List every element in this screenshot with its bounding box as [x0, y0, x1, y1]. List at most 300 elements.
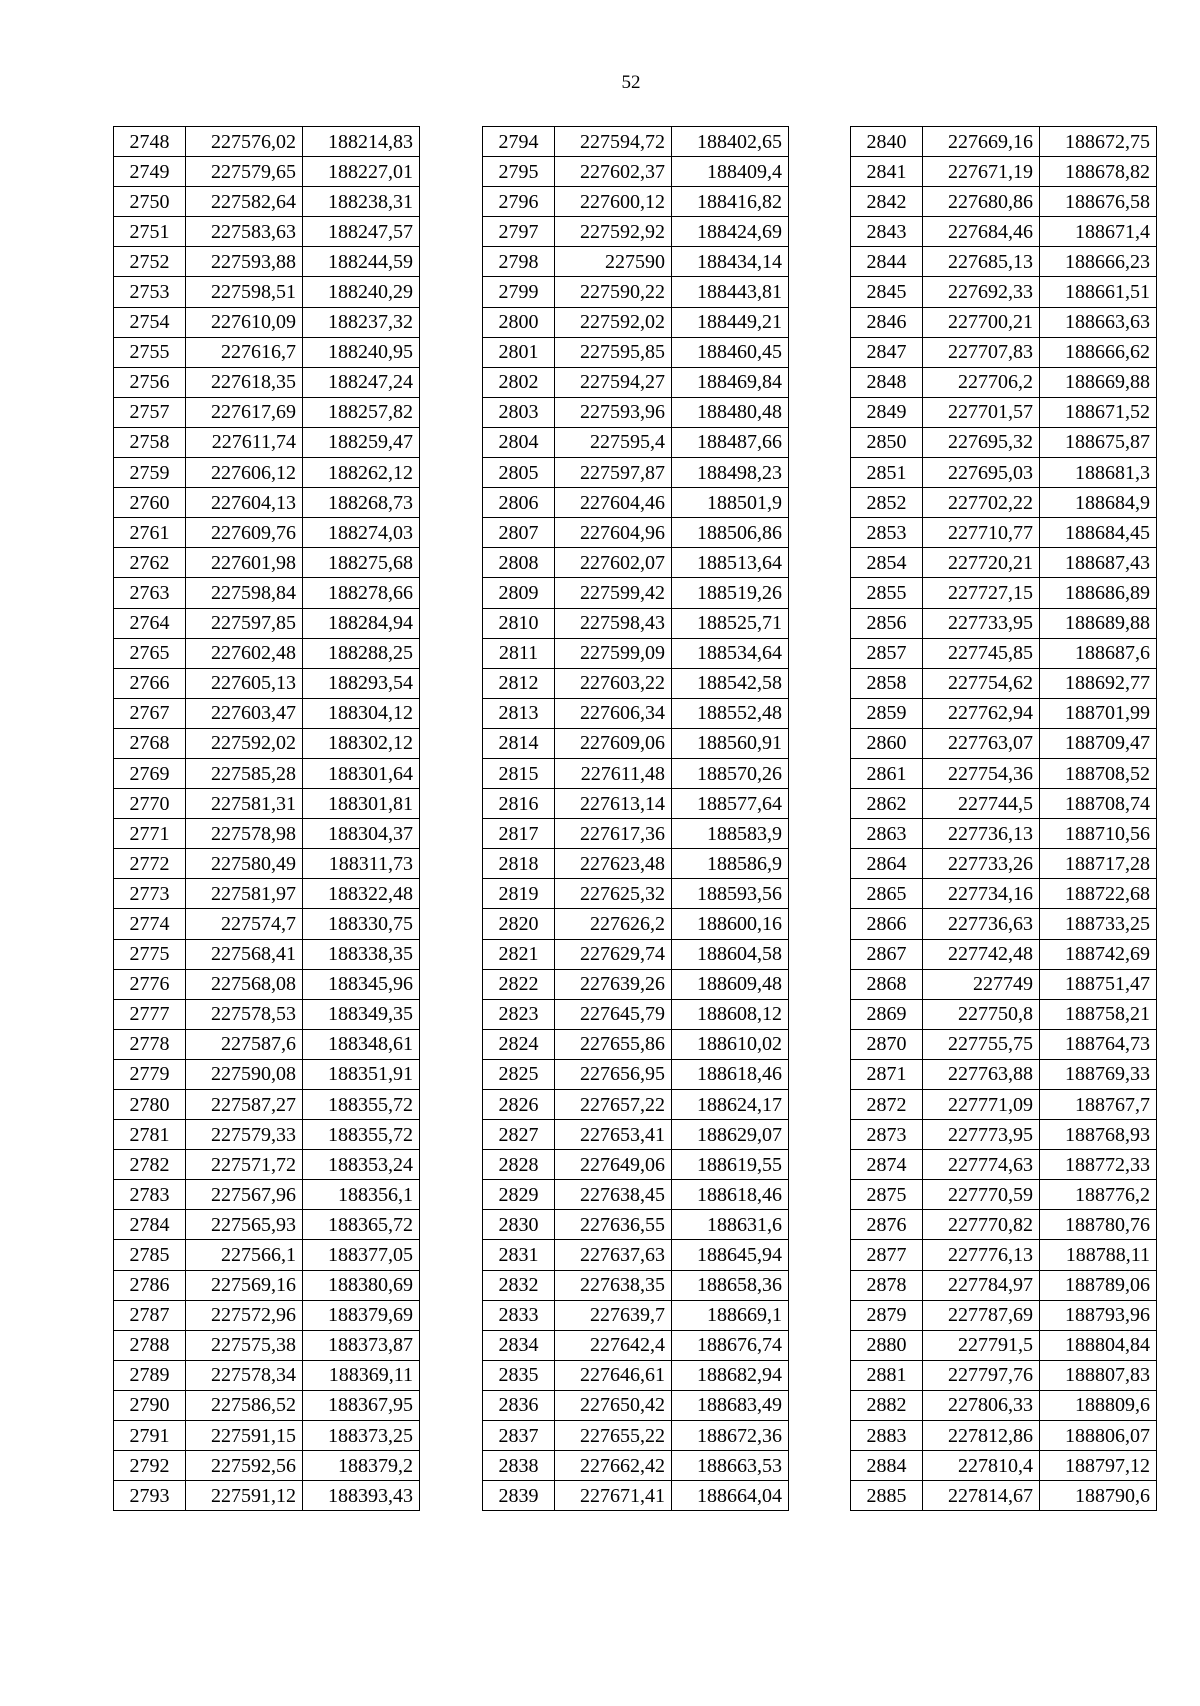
point-number: 2757	[114, 397, 186, 427]
y-coordinate: 188355,72	[303, 1120, 420, 1150]
y-coordinate: 188506,86	[672, 518, 789, 548]
table-row	[483, 1210, 789, 1240]
table-row	[114, 337, 420, 367]
table-row	[114, 1090, 420, 1120]
x-coordinate: 227744,5	[923, 789, 1040, 819]
point-number: 2773	[114, 879, 186, 909]
y-coordinate: 188684,9	[1040, 488, 1157, 518]
y-coordinate: 188686,89	[1040, 578, 1157, 608]
y-coordinate: 188664,04	[672, 1481, 789, 1511]
table-row	[851, 578, 1157, 608]
point-number: 2779	[114, 1059, 186, 1089]
y-coordinate: 188751,47	[1040, 969, 1157, 999]
x-coordinate: 227578,98	[186, 819, 303, 849]
x-coordinate: 227616,7	[186, 337, 303, 367]
y-coordinate: 188663,53	[672, 1451, 789, 1481]
y-coordinate: 188809,6	[1040, 1390, 1157, 1420]
x-coordinate: 227639,26	[555, 969, 672, 999]
y-coordinate: 188666,23	[1040, 247, 1157, 277]
x-coordinate: 227650,42	[555, 1390, 672, 1420]
page-number: 52	[621, 72, 641, 93]
table-row	[851, 819, 1157, 849]
y-coordinate: 188301,81	[303, 789, 420, 819]
y-coordinate: 188278,66	[303, 578, 420, 608]
x-coordinate: 227754,36	[923, 758, 1040, 788]
y-coordinate: 188257,82	[303, 397, 420, 427]
y-coordinate: 188525,71	[672, 608, 789, 638]
x-coordinate: 227702,22	[923, 488, 1040, 518]
point-number: 2770	[114, 789, 186, 819]
point-number: 2843	[851, 217, 923, 247]
table-row	[114, 1029, 420, 1059]
table-row	[114, 849, 420, 879]
table-row	[851, 849, 1157, 879]
y-coordinate: 188449,21	[672, 307, 789, 337]
x-coordinate: 227571,72	[186, 1150, 303, 1180]
point-number: 2788	[114, 1330, 186, 1360]
y-coordinate: 188338,35	[303, 939, 420, 969]
y-coordinate: 188593,56	[672, 879, 789, 909]
y-coordinate: 188672,36	[672, 1421, 789, 1451]
table-row	[114, 488, 420, 518]
x-coordinate: 227568,41	[186, 939, 303, 969]
y-coordinate: 188684,45	[1040, 518, 1157, 548]
table-row	[851, 157, 1157, 187]
y-coordinate: 188797,12	[1040, 1451, 1157, 1481]
point-number: 2748	[114, 127, 186, 157]
x-coordinate: 227749	[923, 969, 1040, 999]
y-coordinate: 188769,33	[1040, 1059, 1157, 1089]
point-number: 2821	[483, 939, 555, 969]
x-coordinate: 227636,55	[555, 1210, 672, 1240]
point-number: 2791	[114, 1421, 186, 1451]
y-coordinate: 188733,25	[1040, 909, 1157, 939]
y-coordinate: 188348,61	[303, 1029, 420, 1059]
x-coordinate: 227649,06	[555, 1150, 672, 1180]
point-number: 2753	[114, 277, 186, 307]
point-number: 2884	[851, 1451, 923, 1481]
point-number: 2831	[483, 1240, 555, 1270]
x-coordinate: 227583,63	[186, 217, 303, 247]
table-row	[851, 217, 1157, 247]
table-row	[483, 578, 789, 608]
x-coordinate: 227594,72	[555, 127, 672, 157]
x-coordinate: 227579,33	[186, 1120, 303, 1150]
point-number: 2784	[114, 1210, 186, 1240]
point-number: 2855	[851, 578, 923, 608]
point-number: 2825	[483, 1059, 555, 1089]
point-number: 2783	[114, 1180, 186, 1210]
x-coordinate: 227590	[555, 247, 672, 277]
x-coordinate: 227599,42	[555, 578, 672, 608]
x-coordinate: 227587,6	[186, 1029, 303, 1059]
coordinates-table-1	[113, 126, 420, 1511]
x-coordinate: 227604,13	[186, 488, 303, 518]
table-row	[851, 1180, 1157, 1210]
y-coordinate: 188238,31	[303, 187, 420, 217]
table-row	[114, 1120, 420, 1150]
x-coordinate: 227593,96	[555, 397, 672, 427]
table-row	[483, 698, 789, 728]
x-coordinate: 227736,13	[923, 819, 1040, 849]
x-coordinate: 227594,27	[555, 367, 672, 397]
y-coordinate: 188767,7	[1040, 1090, 1157, 1120]
table-row	[114, 217, 420, 247]
x-coordinate: 227770,82	[923, 1210, 1040, 1240]
y-coordinate: 188676,74	[672, 1330, 789, 1360]
x-coordinate: 227685,13	[923, 247, 1040, 277]
point-number: 2827	[483, 1120, 555, 1150]
point-number: 2766	[114, 668, 186, 698]
y-coordinate: 188610,02	[672, 1029, 789, 1059]
point-number: 2808	[483, 548, 555, 578]
table-row	[114, 728, 420, 758]
point-number: 2761	[114, 518, 186, 548]
x-coordinate: 227638,35	[555, 1270, 672, 1300]
x-coordinate: 227617,36	[555, 819, 672, 849]
point-number: 2762	[114, 548, 186, 578]
y-coordinate: 188365,72	[303, 1210, 420, 1240]
x-coordinate: 227592,02	[555, 307, 672, 337]
point-number: 2763	[114, 578, 186, 608]
point-number: 2751	[114, 217, 186, 247]
y-coordinate: 188237,32	[303, 307, 420, 337]
point-number: 2873	[851, 1120, 923, 1150]
y-coordinate: 188586,9	[672, 849, 789, 879]
x-coordinate: 227653,41	[555, 1120, 672, 1150]
x-coordinate: 227606,34	[555, 698, 672, 728]
table-row	[483, 819, 789, 849]
y-coordinate: 188570,26	[672, 758, 789, 788]
x-coordinate: 227565,93	[186, 1210, 303, 1240]
x-coordinate: 227736,63	[923, 909, 1040, 939]
table-row	[114, 1240, 420, 1270]
y-coordinate: 188722,68	[1040, 879, 1157, 909]
table-row	[114, 397, 420, 427]
x-coordinate: 227810,4	[923, 1451, 1040, 1481]
y-coordinate: 188710,56	[1040, 819, 1157, 849]
table-row	[851, 1330, 1157, 1360]
point-number: 2876	[851, 1210, 923, 1240]
table-row	[114, 1390, 420, 1420]
point-number: 2840	[851, 127, 923, 157]
table-row	[483, 1270, 789, 1300]
y-coordinate: 188519,26	[672, 578, 789, 608]
point-number: 2871	[851, 1059, 923, 1089]
point-number: 2868	[851, 969, 923, 999]
x-coordinate: 227646,61	[555, 1360, 672, 1390]
y-coordinate: 188689,88	[1040, 608, 1157, 638]
table-row	[483, 367, 789, 397]
x-coordinate: 227602,37	[555, 157, 672, 187]
x-coordinate: 227602,48	[186, 638, 303, 668]
y-coordinate: 188692,77	[1040, 668, 1157, 698]
table-row	[483, 127, 789, 157]
x-coordinate: 227710,77	[923, 518, 1040, 548]
y-coordinate: 188669,1	[672, 1300, 789, 1330]
table-row	[851, 548, 1157, 578]
x-coordinate: 227609,06	[555, 728, 672, 758]
y-coordinate: 188302,12	[303, 728, 420, 758]
y-coordinate: 188560,91	[672, 728, 789, 758]
point-number: 2814	[483, 728, 555, 758]
point-number: 2828	[483, 1150, 555, 1180]
table-row	[483, 1481, 789, 1511]
x-coordinate: 227606,12	[186, 458, 303, 488]
table-row	[114, 1270, 420, 1300]
x-coordinate: 227773,95	[923, 1120, 1040, 1150]
y-coordinate: 188793,96	[1040, 1300, 1157, 1330]
point-number: 2790	[114, 1390, 186, 1420]
point-number: 2797	[483, 217, 555, 247]
point-number: 2833	[483, 1300, 555, 1330]
point-number: 2798	[483, 247, 555, 277]
y-coordinate: 188409,4	[672, 157, 789, 187]
x-coordinate: 227791,5	[923, 1330, 1040, 1360]
table-row	[851, 518, 1157, 548]
table-row	[483, 187, 789, 217]
point-number: 2760	[114, 488, 186, 518]
x-coordinate: 227720,21	[923, 548, 1040, 578]
table-row	[114, 939, 420, 969]
table-row	[851, 1090, 1157, 1120]
x-coordinate: 227580,49	[186, 849, 303, 879]
point-number: 2769	[114, 758, 186, 788]
y-coordinate: 188351,91	[303, 1059, 420, 1089]
x-coordinate: 227755,75	[923, 1029, 1040, 1059]
point-number: 2810	[483, 608, 555, 638]
x-coordinate: 227623,48	[555, 849, 672, 879]
x-coordinate: 227590,08	[186, 1059, 303, 1089]
y-coordinate: 188247,24	[303, 367, 420, 397]
x-coordinate: 227618,35	[186, 367, 303, 397]
x-coordinate: 227595,4	[555, 427, 672, 457]
x-coordinate: 227603,22	[555, 668, 672, 698]
point-number: 2799	[483, 277, 555, 307]
table-row	[114, 698, 420, 728]
x-coordinate: 227656,95	[555, 1059, 672, 1089]
table-row	[483, 608, 789, 638]
table-row	[114, 367, 420, 397]
x-coordinate: 227599,09	[555, 638, 672, 668]
y-coordinate: 188393,43	[303, 1481, 420, 1511]
table-row	[851, 909, 1157, 939]
y-coordinate: 188758,21	[1040, 999, 1157, 1029]
x-coordinate: 227585,28	[186, 758, 303, 788]
point-number: 2809	[483, 578, 555, 608]
table-row	[851, 1300, 1157, 1330]
y-coordinate: 188600,16	[672, 909, 789, 939]
y-coordinate: 188671,52	[1040, 397, 1157, 427]
table-row	[483, 969, 789, 999]
table-row	[114, 668, 420, 698]
table-row	[483, 668, 789, 698]
table-row	[114, 1150, 420, 1180]
y-coordinate: 188609,48	[672, 969, 789, 999]
table-row	[483, 427, 789, 457]
point-number: 2851	[851, 458, 923, 488]
point-number: 2862	[851, 789, 923, 819]
x-coordinate: 227642,4	[555, 1330, 672, 1360]
point-number: 2844	[851, 247, 923, 277]
x-coordinate: 227587,27	[186, 1090, 303, 1120]
table-row	[851, 638, 1157, 668]
table-row	[851, 1481, 1157, 1511]
point-number: 2854	[851, 548, 923, 578]
point-number: 2816	[483, 789, 555, 819]
table-row	[483, 909, 789, 939]
y-coordinate: 188663,63	[1040, 307, 1157, 337]
point-number: 2875	[851, 1180, 923, 1210]
x-coordinate: 227680,86	[923, 187, 1040, 217]
point-number: 2802	[483, 367, 555, 397]
table-row	[851, 758, 1157, 788]
y-coordinate: 188687,43	[1040, 548, 1157, 578]
point-number: 2776	[114, 969, 186, 999]
point-number: 2857	[851, 638, 923, 668]
y-coordinate: 188284,94	[303, 608, 420, 638]
point-number: 2839	[483, 1481, 555, 1511]
table-row	[851, 939, 1157, 969]
table-row	[851, 488, 1157, 518]
x-coordinate: 227598,84	[186, 578, 303, 608]
table-row	[851, 247, 1157, 277]
y-coordinate: 188666,62	[1040, 337, 1157, 367]
x-coordinate: 227629,74	[555, 939, 672, 969]
x-coordinate: 227695,32	[923, 427, 1040, 457]
x-coordinate: 227706,2	[923, 367, 1040, 397]
x-coordinate: 227662,42	[555, 1451, 672, 1481]
x-coordinate: 227592,92	[555, 217, 672, 247]
x-coordinate: 227669,16	[923, 127, 1040, 157]
point-number: 2813	[483, 698, 555, 728]
point-number: 2786	[114, 1270, 186, 1300]
point-number: 2835	[483, 1360, 555, 1390]
y-coordinate: 188373,87	[303, 1330, 420, 1360]
point-number: 2811	[483, 638, 555, 668]
point-number: 2772	[114, 849, 186, 879]
y-coordinate: 188424,69	[672, 217, 789, 247]
y-coordinate: 188275,68	[303, 548, 420, 578]
point-number: 2842	[851, 187, 923, 217]
x-coordinate: 227611,48	[555, 758, 672, 788]
x-coordinate: 227776,13	[923, 1240, 1040, 1270]
table-row	[851, 999, 1157, 1029]
point-number: 2878	[851, 1270, 923, 1300]
table-row	[483, 548, 789, 578]
coordinates-table-3	[850, 126, 1157, 1511]
table-row	[851, 1029, 1157, 1059]
y-coordinate: 188661,51	[1040, 277, 1157, 307]
point-number: 2869	[851, 999, 923, 1029]
x-coordinate: 227645,79	[555, 999, 672, 1029]
point-number: 2756	[114, 367, 186, 397]
y-coordinate: 188683,49	[672, 1390, 789, 1420]
point-number: 2793	[114, 1481, 186, 1511]
point-number: 2771	[114, 819, 186, 849]
point-number: 2755	[114, 337, 186, 367]
table-row	[483, 1360, 789, 1390]
x-coordinate: 227763,07	[923, 728, 1040, 758]
x-coordinate: 227591,12	[186, 1481, 303, 1511]
y-coordinate: 188513,64	[672, 548, 789, 578]
point-number: 2817	[483, 819, 555, 849]
y-coordinate: 188542,58	[672, 668, 789, 698]
table-row	[483, 397, 789, 427]
x-coordinate: 227567,96	[186, 1180, 303, 1210]
x-coordinate: 227637,63	[555, 1240, 672, 1270]
point-number: 2860	[851, 728, 923, 758]
point-number: 2848	[851, 367, 923, 397]
table-row	[114, 277, 420, 307]
table-row	[851, 1059, 1157, 1089]
x-coordinate: 227626,2	[555, 909, 672, 939]
point-number: 2785	[114, 1240, 186, 1270]
y-coordinate: 188240,29	[303, 277, 420, 307]
table-row	[483, 1120, 789, 1150]
table-row	[114, 638, 420, 668]
point-number: 2863	[851, 819, 923, 849]
y-coordinate: 188469,84	[672, 367, 789, 397]
point-number: 2801	[483, 337, 555, 367]
table-row	[483, 157, 789, 187]
table-row	[851, 608, 1157, 638]
x-coordinate: 227576,02	[186, 127, 303, 157]
y-coordinate: 188709,47	[1040, 728, 1157, 758]
y-coordinate: 188301,64	[303, 758, 420, 788]
table-row	[114, 969, 420, 999]
table-row	[483, 1059, 789, 1089]
table-row	[851, 307, 1157, 337]
x-coordinate: 227581,31	[186, 789, 303, 819]
y-coordinate: 188804,84	[1040, 1330, 1157, 1360]
y-coordinate: 188367,95	[303, 1390, 420, 1420]
table-row	[851, 1421, 1157, 1451]
table-row	[114, 127, 420, 157]
y-coordinate: 188806,07	[1040, 1421, 1157, 1451]
table-row	[851, 427, 1157, 457]
x-coordinate: 227727,15	[923, 578, 1040, 608]
table-row	[483, 307, 789, 337]
x-coordinate: 227763,88	[923, 1059, 1040, 1089]
table-row	[114, 1481, 420, 1511]
point-number: 2807	[483, 518, 555, 548]
y-coordinate: 188293,54	[303, 668, 420, 698]
y-coordinate: 188701,99	[1040, 698, 1157, 728]
x-coordinate: 227655,22	[555, 1421, 672, 1451]
point-number: 2859	[851, 698, 923, 728]
table-row	[114, 307, 420, 337]
point-number: 2824	[483, 1029, 555, 1059]
point-number: 2879	[851, 1300, 923, 1330]
y-coordinate: 188330,75	[303, 909, 420, 939]
point-number: 2819	[483, 879, 555, 909]
y-coordinate: 188373,25	[303, 1421, 420, 1451]
table-row	[114, 578, 420, 608]
point-number: 2864	[851, 849, 923, 879]
x-coordinate: 227610,09	[186, 307, 303, 337]
x-coordinate: 227771,09	[923, 1090, 1040, 1120]
x-coordinate: 227590,22	[555, 277, 672, 307]
y-coordinate: 188402,65	[672, 127, 789, 157]
table-row	[851, 337, 1157, 367]
table-row	[114, 1421, 420, 1451]
x-coordinate: 227574,7	[186, 909, 303, 939]
table-row	[114, 458, 420, 488]
y-coordinate: 188788,11	[1040, 1240, 1157, 1270]
table-row	[851, 1270, 1157, 1300]
x-coordinate: 227806,33	[923, 1390, 1040, 1420]
